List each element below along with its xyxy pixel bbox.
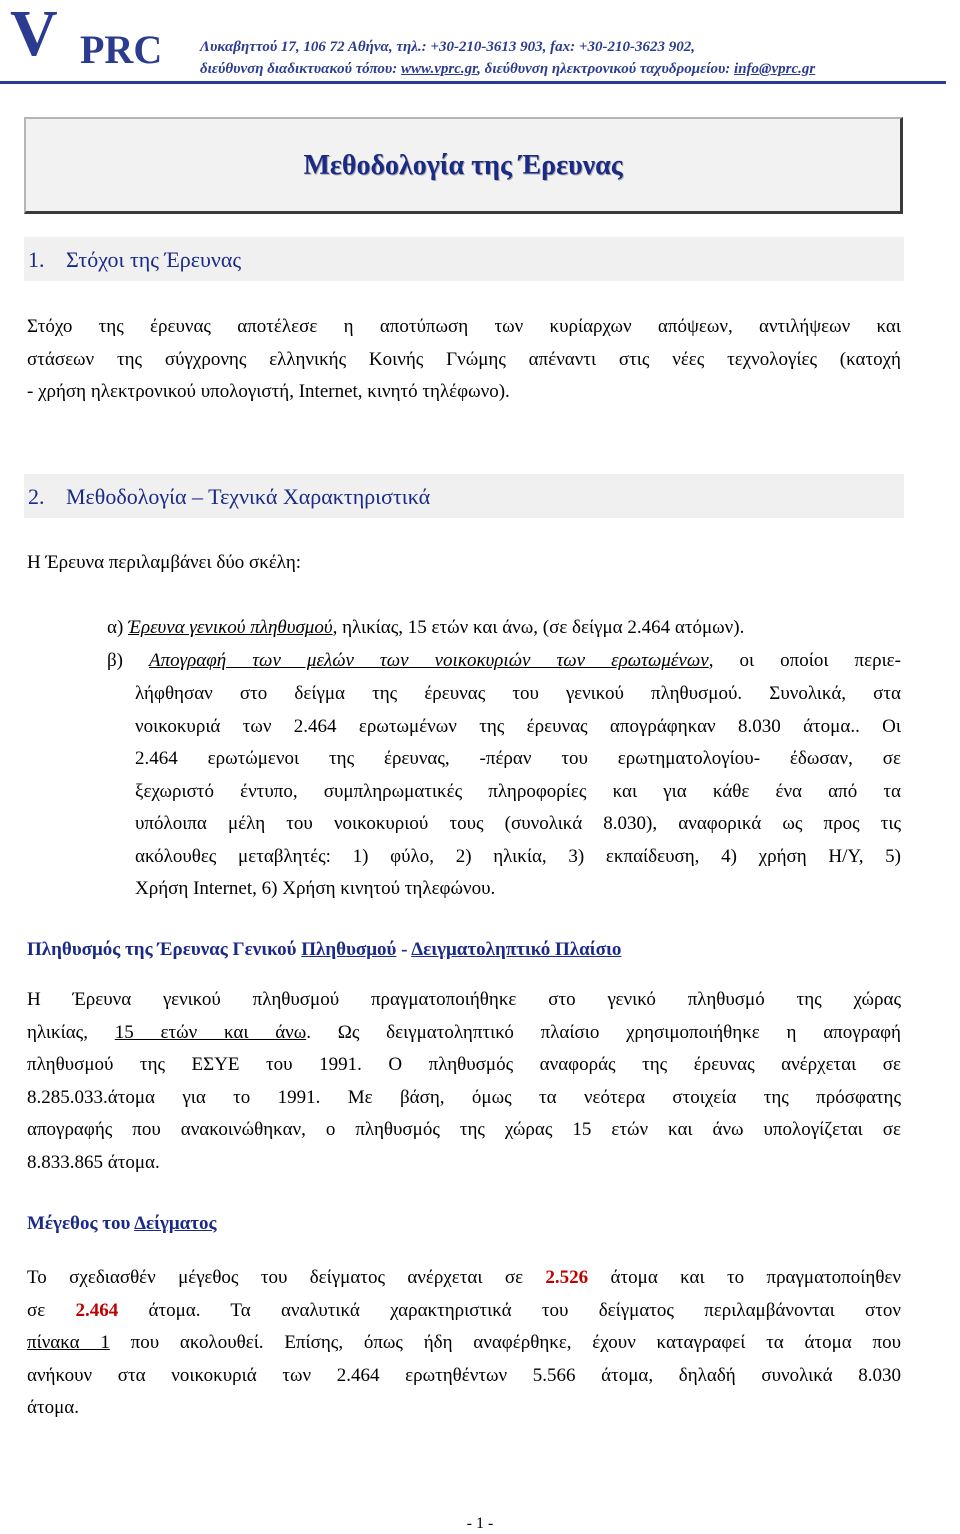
designed-sample-size: 2.526 — [545, 1267, 589, 1288]
population-heading-part: Πληθυσμός της Έρευνας Γενικού — [27, 939, 302, 960]
title-box — [24, 117, 903, 214]
population-line: 8.833.865 άτομα. — [27, 1151, 160, 1173]
item-a-text: , ηλικίας, 15 ετών και άνω, (σε δείγμα 2.464 ατόμων). — [332, 617, 745, 638]
population-paragraph — [27, 984, 901, 1179]
population-heading-part: Πληθυσμού — [301, 939, 397, 960]
email-link[interactable]: info@vprc.gr — [734, 61, 816, 77]
section1-line: στάσεων της σύγχρονης ελληνικής Κοινής Γνώμης απέναντι στις νέες τεχνολογίες (κατοχή — [27, 348, 901, 370]
sample-line-text: που ακολουθεί. Επίσης, όπως ήδη αναφέρθηκε, έχουν καταγραφεί τα άτομα που — [109, 1332, 901, 1353]
item-b-line: υπόλοιπα μέλη του νοικοκυριού τους (συνολικά 8.030), αναφορικά ως προς τις — [135, 813, 901, 834]
contact-line — [200, 60, 815, 78]
population-line — [27, 1017, 901, 1050]
sample-line — [27, 1327, 901, 1360]
sample-heading-part: Μέγεθος του — [27, 1213, 135, 1234]
sample-heading — [27, 1212, 217, 1236]
item-b-line: ακόλουθες μεταβλητές: 1) φύλο, 2) ηλικία, 3) εκπαίδευση, 4) χρήση Η/Υ, 5) — [135, 845, 901, 867]
sample-line — [27, 1262, 901, 1295]
population-age-emphasis: 15 ετών και άνω — [114, 1021, 307, 1043]
section2-intro-text: Η Έρευνα περιλαμβάνει δύο σκέλη: — [27, 552, 302, 573]
section1-title: Στόχοι της Έρευνας — [66, 247, 242, 272]
item-b-line — [107, 645, 901, 678]
section2-number: 2. — [28, 484, 45, 509]
section1-number: 1. — [28, 247, 45, 272]
item-b-line: νοικοκυριά των 2.464 ερωτωμένων της έρευνας απογράφηκαν 8.030 άτομα.. Οι — [135, 715, 901, 737]
population-line: πληθυσμού της ΕΣΥΕ του 1991. Ο πληθυσμός αναφοράς της έρευνας ανέρχεται σε — [27, 1054, 901, 1075]
population-line-text: ηλικίας, — [27, 1021, 115, 1043]
section2-intro — [27, 547, 901, 580]
population-heading-part: Δειγματοληπτικό Πλαίσιο — [411, 939, 622, 960]
sample-line-text: Το σχεδιασθέν μέγεθος του δείγματος ανέρχεται σε — [27, 1267, 546, 1288]
item-a-line — [107, 612, 901, 645]
section2-title: Μεθοδολογία – Τεχνικά Χαρακτηριστικά — [66, 484, 431, 509]
table-1-link[interactable]: πίνακα 1 — [27, 1332, 110, 1353]
sample-line: ανήκουν στα νοικοκυριά των 2.464 ερωτηθέντων 5.566 άτομα, δηλαδή συνολικά 8.030 — [27, 1364, 901, 1386]
contact-email-prefix: , διεύθυνση ηλεκτρονικού ταχυδρομείου: — [477, 61, 735, 77]
section2-item-b — [107, 645, 901, 678]
sample-heading-part: Δείγματος — [134, 1213, 217, 1234]
item-a-label: α) — [107, 617, 129, 638]
population-heading — [27, 938, 621, 962]
page-title: Μεθοδολογία της Έρευνας — [303, 150, 623, 181]
logo-v: V — [10, 0, 58, 70]
section2-item-b-continued — [135, 678, 901, 906]
section1-paragraph — [27, 311, 901, 409]
sample-line-text: σε — [27, 1299, 76, 1321]
item-b-line: ξεχωριστό έντυπο, συμπληρωματικές πληροφορίες και για κάθε ένα από τα — [135, 780, 901, 802]
section1-line: - χρήση ηλεκτρονικού υπολογιστή, Internet, κινητό τηλέφωνο). — [27, 381, 510, 402]
item-b-line: λήφθησαν στο δείγμα της έρευνας του γενικού πληθυσμού. Συνολικά, στα — [135, 683, 901, 704]
item-b-emphasis: Απογραφή των μελών των νοικοκυριών των ερωτωμένων — [149, 650, 709, 671]
logo-prc: PRC — [80, 27, 163, 72]
population-line: Η Έρευνα γενικού πληθυσμού πραγματοποιήθηκε στο γενικό πληθυσμό της χώρας — [27, 989, 901, 1010]
item-b-label: β) — [107, 650, 150, 671]
item-a-emphasis: Έρευνα γενικού πληθυσμού — [128, 617, 333, 638]
sample-paragraph — [27, 1262, 901, 1425]
page-number: - 1 - — [466, 1515, 494, 1532]
section1-line: Στόχο της έρευνας αποτέλεσε η αποτύπωση των κυρίαρχων απόψεων, αντιλήψεων και — [27, 316, 901, 337]
item-b-text: , οι οποίοι περιε- — [708, 650, 901, 671]
population-line-text: . Ως δειγματοληπτικό πλαίσιο χρησιμοποιήθηκε η απογραφή — [306, 1021, 901, 1043]
achieved-sample-size: 2.464 — [75, 1299, 119, 1321]
population-line: απογραφής που ανακοινώθηκαν, ο πληθυσμός της χώρας 15 ετών και άνω υπολογίζεται σε — [27, 1119, 901, 1140]
population-line: 8.285.033.άτομα για το 1991. Με βάση, όμως τα νεότερα στοιχεία της πρόσφατης — [27, 1086, 901, 1108]
item-b-line: 2.464 ερωτώμενοι της έρευνας, -πέραν του ερωτηματολογίου- έδωσαν, σε — [135, 748, 901, 769]
item-b-line: Χρήση Internet, 6) Χρήση κινητού τηλεφώνου. — [135, 878, 496, 899]
section2-item-a — [107, 612, 901, 645]
sample-line-text: άτομα. Τα αναλυτικά χαρακτηριστικά του δείγματος περιλαμβάνονται στον — [118, 1299, 901, 1321]
header-divider — [0, 81, 946, 84]
address-line: Λυκαβηττού 17, 106 72 Αθήνα, τηλ.: +30-210-3613 903, fax: +30-210-3623 902, — [200, 39, 695, 55]
sample-line-text: άτομα και το πραγματοποίηθεν — [588, 1267, 901, 1288]
section2-heading — [24, 474, 904, 518]
contact-website-prefix: διεύθυνση διαδικτυακού τόπου: — [200, 61, 402, 77]
population-heading-part: - — [396, 939, 412, 960]
sample-line: άτομα. — [27, 1397, 79, 1418]
letterhead — [0, 0, 960, 82]
sample-line — [27, 1295, 901, 1328]
section1-heading — [24, 237, 904, 281]
website-link[interactable]: www.vprc.gr — [401, 61, 478, 77]
